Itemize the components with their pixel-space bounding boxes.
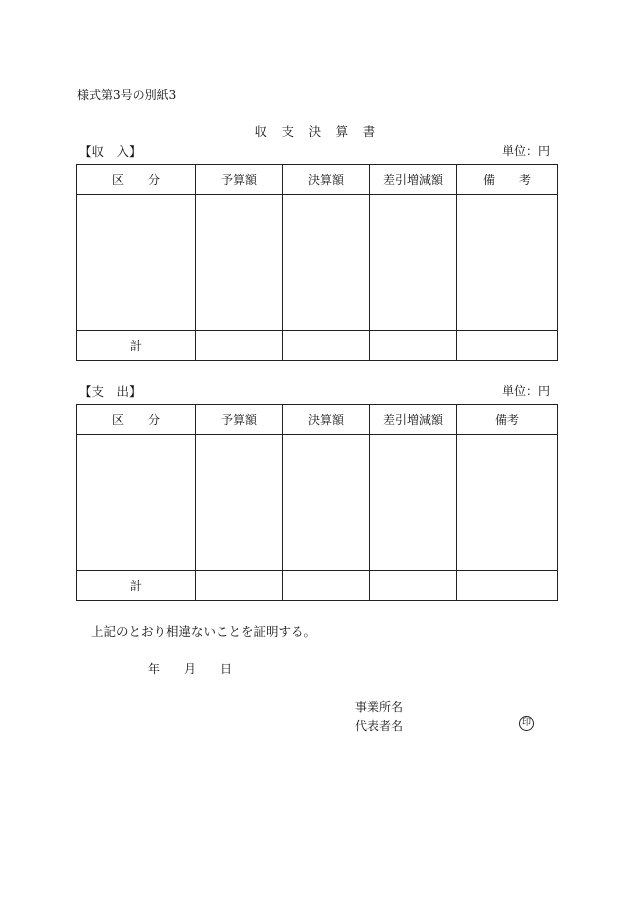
expense-budget-cell[interactable] (196, 435, 283, 571)
expense-unit-label: 単位：円 (501, 384, 550, 398)
income-header-settlement: 決算額 (283, 165, 370, 195)
seal-mark-icon: 印 (519, 716, 534, 731)
expense-header-budget: 予算額 (196, 405, 283, 435)
income-unit-label: 単位：円 (501, 144, 550, 158)
expense-header-difference: 差引増減額 (370, 405, 457, 435)
income-budget-cell[interactable] (196, 195, 283, 331)
expense-total-settlement[interactable] (283, 571, 370, 601)
date-year: 年 (148, 662, 161, 676)
representative-label: 代表者名 (355, 719, 404, 733)
expense-table (76, 404, 558, 601)
expense-header-remarks: 備考 (457, 405, 558, 435)
expense-total-difference[interactable] (370, 571, 457, 601)
expense-header-category: 区 分 (77, 405, 196, 435)
income-header-row (77, 165, 558, 195)
document-title (0, 122, 630, 140)
income-table (76, 164, 558, 361)
income-header-category: 区 分 (77, 165, 196, 195)
expense-total-budget[interactable] (196, 571, 283, 601)
income-total-row (77, 331, 558, 361)
income-remarks-cell[interactable] (457, 195, 558, 331)
expense-category-cell[interactable] (77, 435, 196, 571)
income-total-label: 計 (77, 331, 196, 361)
income-body-row (77, 195, 558, 331)
expense-remarks-cell[interactable] (457, 435, 558, 571)
expense-section-label: 【支 出】 (79, 384, 142, 399)
income-difference-cell[interactable] (370, 195, 457, 331)
income-section-label: 【収 入】 (79, 144, 142, 159)
expense-header-settlement: 決算額 (283, 405, 370, 435)
expense-total-remarks[interactable] (457, 571, 558, 601)
date-line (148, 660, 232, 677)
income-header-budget: 予算額 (196, 165, 283, 195)
expense-total-row (77, 571, 558, 601)
date-day: 日 (220, 662, 233, 676)
certification-statement: 上記のとおり相違ないことを証明する。 (91, 624, 317, 639)
income-total-difference[interactable] (370, 331, 457, 361)
income-header-difference: 差引増減額 (370, 165, 457, 195)
expense-header-row (77, 405, 558, 435)
income-total-settlement[interactable] (283, 331, 370, 361)
title-text: 収 支 決 算 書 (254, 124, 376, 139)
expense-difference-cell[interactable] (370, 435, 457, 571)
income-settlement-cell[interactable] (283, 195, 370, 331)
date-month: 月 (184, 662, 197, 676)
income-total-budget[interactable] (196, 331, 283, 361)
expense-total-label: 計 (77, 571, 196, 601)
income-total-remarks[interactable] (457, 331, 558, 361)
expense-body-row (77, 435, 558, 571)
income-category-cell[interactable] (77, 195, 196, 331)
expense-settlement-cell[interactable] (283, 435, 370, 571)
form-number: 様式第3号の別紙3 (77, 88, 177, 102)
business-name-label: 事業所名 (355, 700, 404, 714)
income-header-remarks: 備 考 (457, 165, 558, 195)
